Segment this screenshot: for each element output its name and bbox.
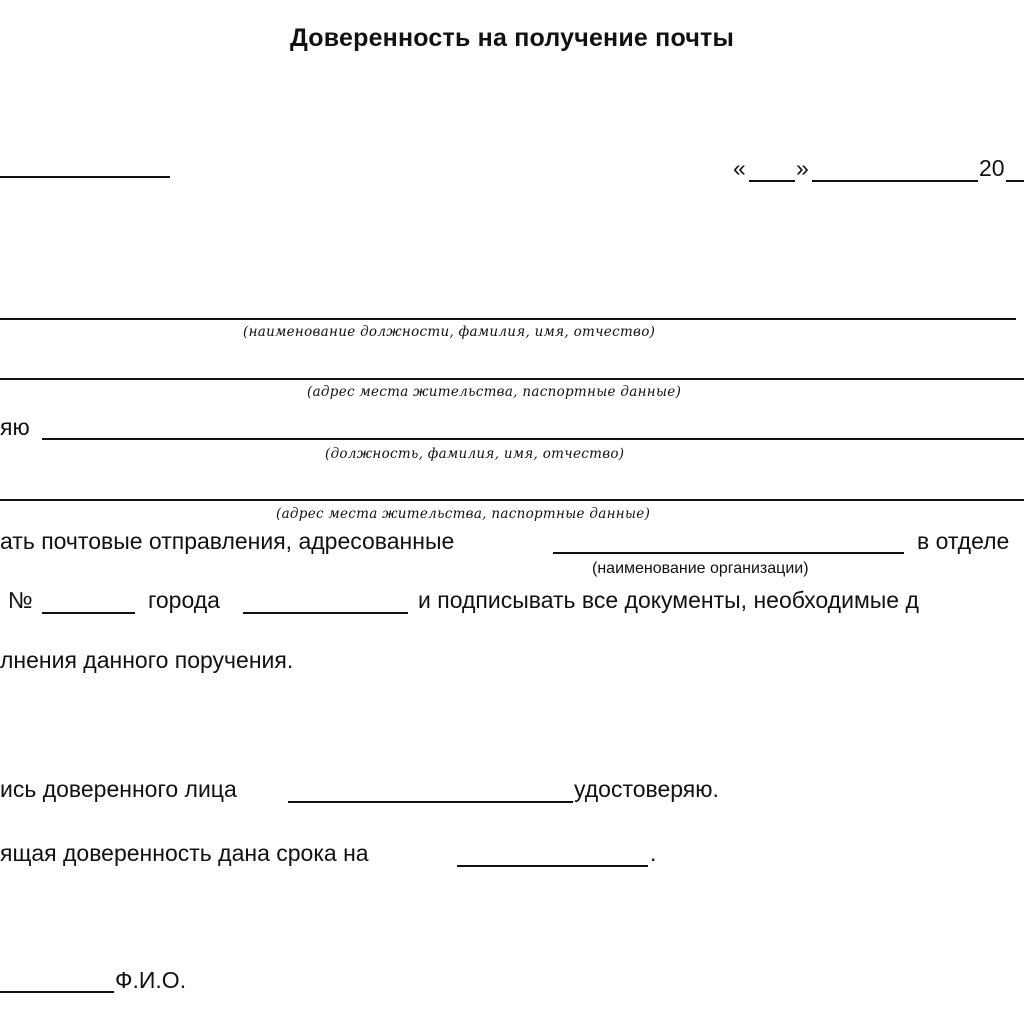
organization-line <box>553 552 904 554</box>
document-title: Доверенность на получение почты <box>289 24 735 52</box>
fio-text: Ф.И.О. <box>115 967 187 993</box>
date-day-line <box>749 180 795 182</box>
principal-signature-line <box>0 991 114 993</box>
in-branch-text: в отделе <box>917 528 1010 554</box>
period-end: . <box>650 840 657 866</box>
hint-position-name-2: (должность, фамилия, имя, отчество) <box>325 446 625 462</box>
date-month-line <box>812 180 978 182</box>
hint-org-name: (наименование организации) <box>592 560 809 577</box>
certify-text: удостоверяю. <box>574 776 719 802</box>
number-sign: № <box>8 587 33 613</box>
address-line-2 <box>0 499 1024 501</box>
trust-fragment-text: яю <box>0 414 30 440</box>
trustee-signature-line <box>288 801 573 803</box>
city-line <box>0 176 170 178</box>
signature-of-text: ись доверенного лица <box>0 776 237 802</box>
hint-address-passport-2: (адрес места жительства, паспортные данные) <box>276 506 651 522</box>
valid-for-text: ящая доверенность дана срока на <box>0 840 369 866</box>
hint-position-name: (наименование должности, фамилия, имя, отчество) <box>243 324 656 340</box>
address-line-1 <box>0 378 1024 380</box>
principal-line <box>0 318 1016 320</box>
branch-number-line <box>42 612 135 614</box>
receive-mail-text: ать почтовые отправления, адресованные <box>0 528 455 554</box>
date-year-prefix: 20 <box>979 155 1005 181</box>
hint-address-passport-1: (адрес места жительства, паспортные данные) <box>307 384 682 400</box>
validity-period-line <box>457 865 648 867</box>
trustee-line <box>42 438 1024 440</box>
sign-docs-text: и подписывать все документы, необходимые д <box>418 587 919 613</box>
city-text: города <box>148 587 220 613</box>
execution-text: лнения данного поручения. <box>0 647 294 673</box>
branch-city-line <box>243 612 408 614</box>
date-close-quote: » <box>796 155 809 181</box>
date-year-line <box>1006 180 1024 182</box>
date-open-quote: « <box>733 155 746 181</box>
